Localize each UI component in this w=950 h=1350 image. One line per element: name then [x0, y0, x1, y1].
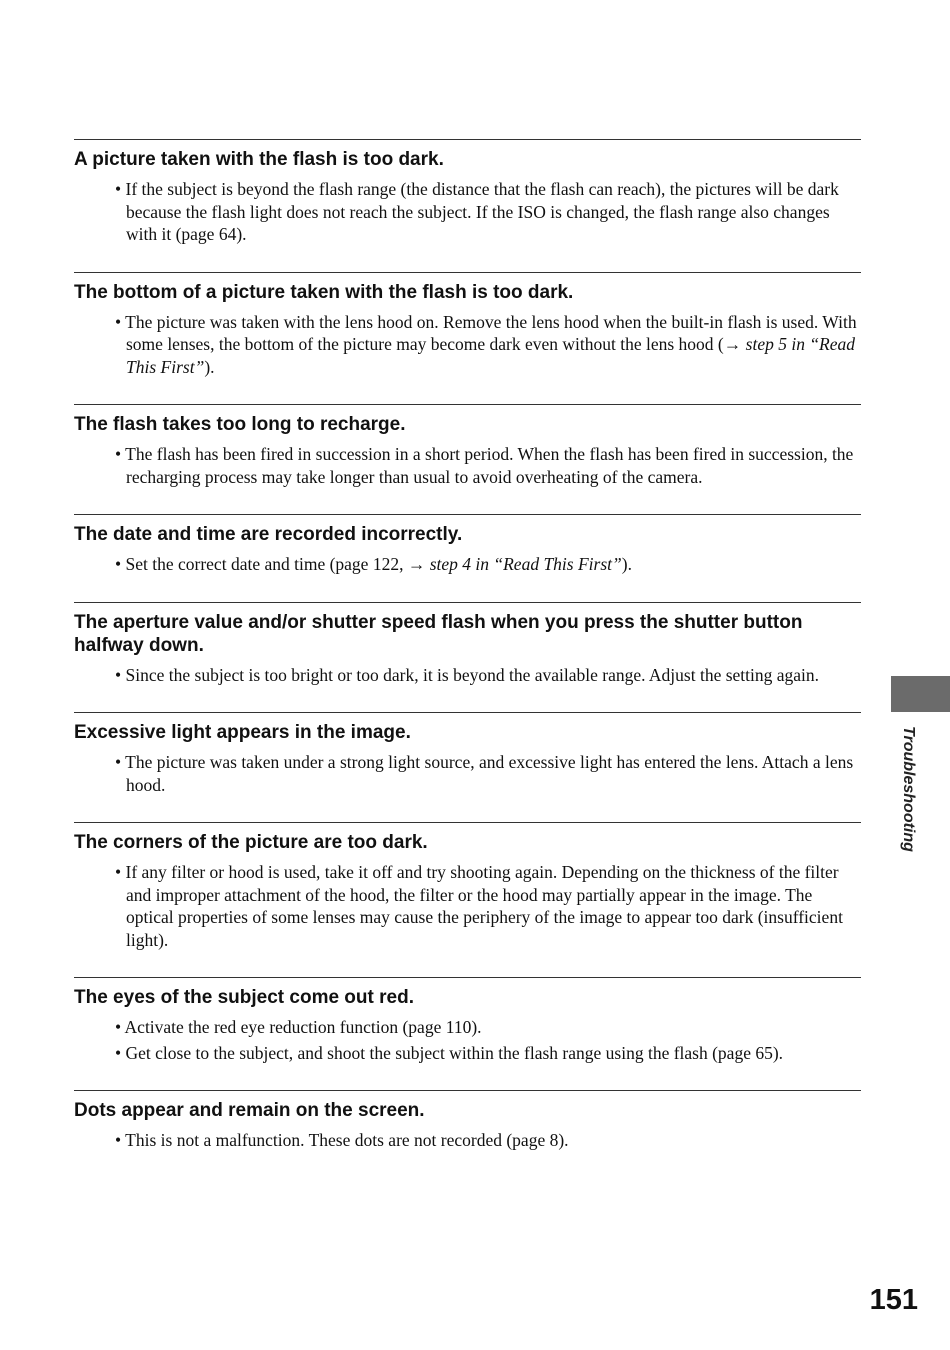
section-heading: Dots appear and remain on the screen.: [74, 1100, 425, 1121]
bullet-item: • Since the subject is too bright or too dark, it is beyond the available range. Adjust the setting again.: [115, 664, 820, 685]
troubleshooting-content: [74, 139, 861, 1178]
section-heading: The aperture value and/or shutter speed flash when you press the shutter button halfway down.: [74, 611, 803, 656]
bullet-item: • The flash has been fired in succession in a short period. When the flash has been fired in succession, the recharging process may take longer than usual to avoid overheating of the camera.: [115, 444, 854, 487]
bullet-item: • Get close to the subject, and shoot the subject within the flash range using the flash (page 65).: [115, 1042, 784, 1063]
troubleshooting-section: [74, 1090, 861, 1152]
section-heading: The corners of the picture are too dark.: [74, 832, 428, 853]
troubleshooting-section: [74, 822, 861, 951]
chapter-side-label-text: Troubleshooting: [900, 726, 917, 852]
troubleshooting-section: [74, 712, 861, 796]
page-number: 151: [869, 1284, 918, 1316]
bullet-item: • Set the correct date and time (page 122, → step 4 in “Read This First”).: [115, 554, 632, 574]
section-heading: Excessive light appears in the image.: [74, 722, 411, 743]
troubleshooting-section: [74, 272, 861, 379]
bullet-item: • The picture was taken with the lens hood on. Remove the lens hood when the built-in flash is used. With some lenses, the bottom of the picture may become dark even without the lens hood (→ step 5 in “Read This First”).: [115, 311, 857, 377]
bullet-item: • If the subject is beyond the flash range (the distance that the flash can reach), the pictures will be dark because the flash light does not reach the subject. If the ISO is changed, the flash range also changes with it (page 64).: [115, 179, 839, 244]
bullet-item: • This is not a malfunction. These dots are not recorded (page 8).: [115, 1130, 569, 1150]
cross-reference: step 4 in “Read This First”: [429, 554, 622, 574]
chapter-tab-marker: [891, 676, 950, 712]
troubleshooting-section: [74, 977, 861, 1064]
chapter-side-label: [896, 726, 920, 856]
troubleshooting-section: [74, 139, 861, 246]
bullet-item: • If any filter or hood is used, take it off and try shooting again. Depending on the thickness of the filter and improper attachment of the hood, the filter or the hood may partially appear in the image. The optical properties of some lenses may cause the periphery of the image to appear too dark (insufficient light).: [115, 862, 843, 950]
section-heading: The date and time are recorded incorrectly.: [74, 524, 463, 545]
section-heading: The bottom of a picture taken with the flash is too dark.: [74, 281, 574, 303]
troubleshooting-section: [74, 514, 861, 576]
section-heading: A picture taken with the flash is too dark.: [74, 149, 444, 170]
bullet-item: • The picture was taken under a strong light source, and excessive light has entered the lens. Attach a lens hood.: [115, 752, 854, 795]
section-heading: The eyes of the subject come out red.: [74, 987, 414, 1008]
troubleshooting-section: [74, 404, 861, 488]
bullet-item: • Activate the red eye reduction function (page 110).: [115, 1017, 482, 1037]
cross-reference: step 5 in “Read This First”: [126, 334, 856, 377]
section-heading: The flash takes too long to recharge.: [74, 414, 406, 435]
troubleshooting-section: [74, 602, 861, 687]
